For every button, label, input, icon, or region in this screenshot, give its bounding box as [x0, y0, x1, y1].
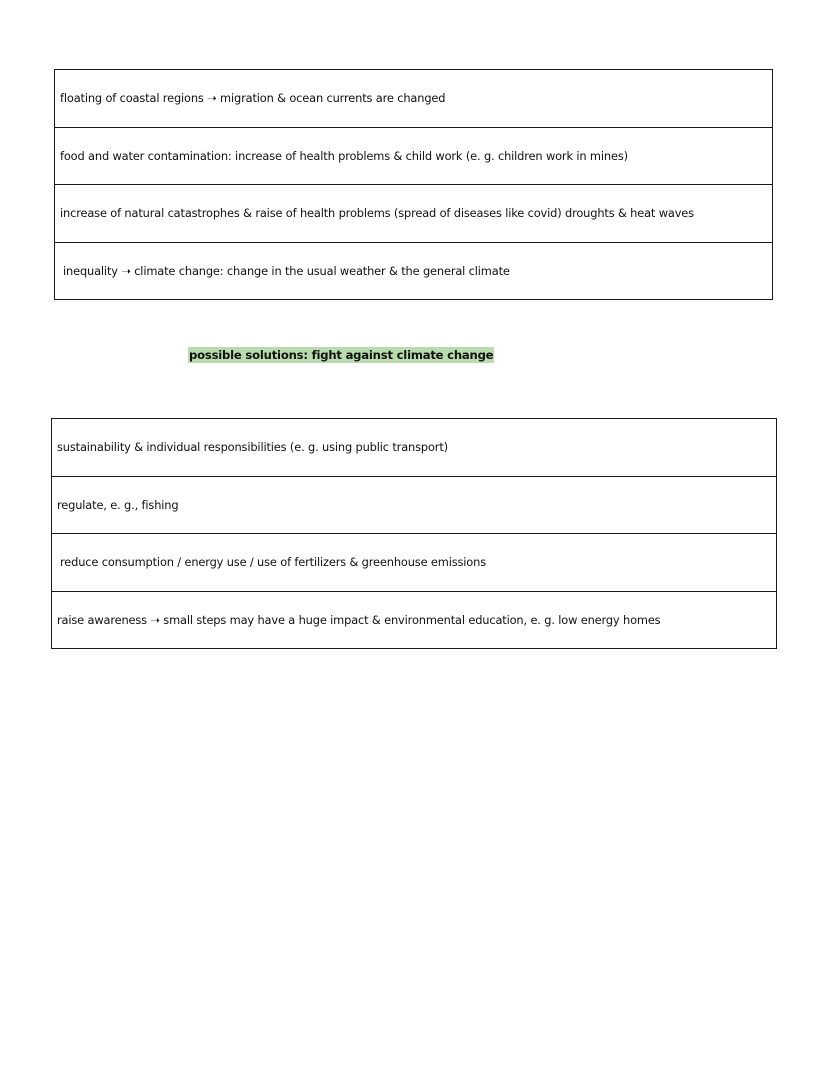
problems-table	[54, 69, 773, 300]
solutions-row-raise-awareness: raise awareness ➝ small steps may have a huge impact & environmental education, e. g. low energy homes	[57, 613, 661, 628]
solutions-row-regulate: regulate, e. g., fishing	[52, 477, 776, 535]
solutions-row-sustainability: sustainability & individual responsibilities (e. g. using public transport)	[52, 419, 776, 477]
solutions-heading: possible solutions: fight against climate change	[189, 348, 494, 362]
problems-row-natural-catastrophes: increase of natural catastrophes & raise of health problems (spread of diseases like covid) droughts & heat waves	[55, 185, 772, 243]
solutions-heading-container	[188, 346, 494, 364]
solutions-row-reduce-consumption: reduce consumption / energy use / use of fertilizers & greenhouse emissions	[52, 534, 776, 592]
problems-row-coastal-flooding: floating of coastal regions ➝ migration & ocean currents are changed	[55, 70, 772, 128]
problems-row-inequality: inequality ➝ climate change: change in the usual weather & the general climate	[63, 264, 510, 279]
problems-row-contamination: food and water contamination: increase of health problems & child work (e. g. children work in mines)	[55, 128, 772, 186]
solutions-table	[51, 418, 777, 649]
